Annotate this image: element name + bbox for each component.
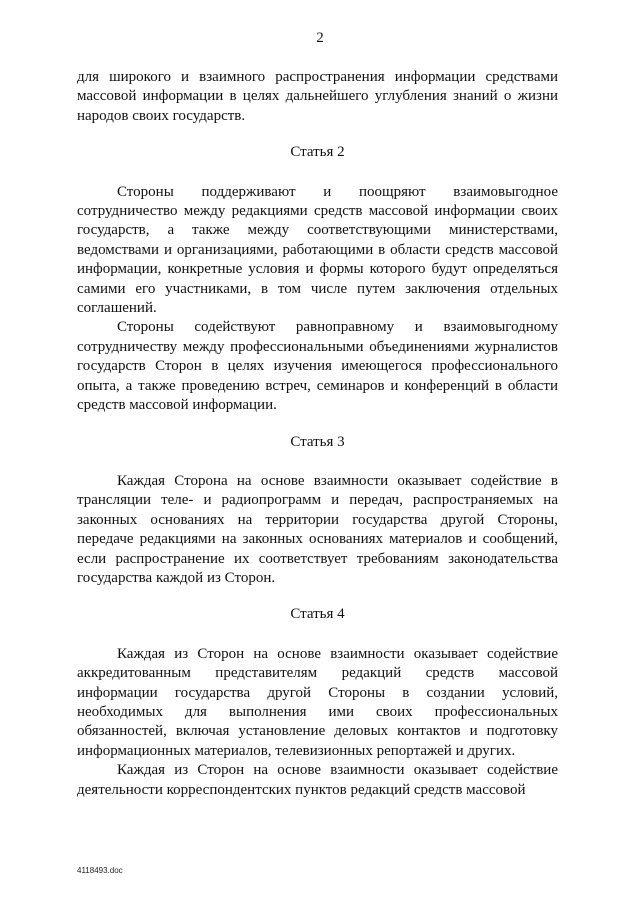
article-4-paragraph-1: Каждая из Сторон на основе взаимности оказывает содействие аккредитованным представителям редакций средств массовой информации государства другой Стороны в создании условий, необходимых для выполнения ими своих профессиональных обязанностей, включая установление деловых контактов и подготовку информационных материалов, телевизионных репортажей и других. [77,645,558,759]
intro-paragraph: для широкого и взаимного распространения информации средствами массовой информации в целях дальнейшего углубления знаний о жизни народов своих государств. [77,69,558,124]
article-3 [77,416,558,589]
article-2 [77,126,558,415]
article-3-paragraph-1: Каждая Сторона на основе взаимности оказывает содействие в трансляции теле- и радиопрограмм и передач, распространяемых на законных основаниях на территории государства другой Стороны, передаче редакциями на законных основаниях материалов и сообщений, если распространение их соответствует требованиям законодательства государства каждой из Сторон. [77,472,558,586]
article-3-title: Статья 3 [290,433,345,450]
article-2-title: Статья 2 [290,144,345,161]
footer-filename: 4118493.doc [77,866,123,875]
document-body [77,68,558,800]
article-4-title: Статья 4 [290,606,345,623]
article-4 [77,588,558,800]
article-4-paragraph-2: Каждая из Сторон на основе взаимности оказывает содействие деятельности корреспондентских пунктов редакций средств массовой [77,762,558,798]
page-number: 2 [316,30,324,46]
article-2-paragraph-2: Стороны содействуют равноправному и взаимовыгодному сотрудничеству между профессиональными объединениями журналистов государств Сторон в целях изучения имеющегося профессионального опыта, а также проведению встреч, семинаров и конференций в области средств массовой информации. [77,319,558,414]
article-2-paragraph-1: Стороны поддерживают и поощряют взаимовыгодное сотрудничество между редакциями средств массовой информации своих государств, а также между соответствующими министерствами, ведомствами и организациями, работающими в области средств массовой информации, конкретные условия и формы которого будут определяться самими его участниками, в том числе путем заключения отдельных соглашений. [77,183,558,317]
